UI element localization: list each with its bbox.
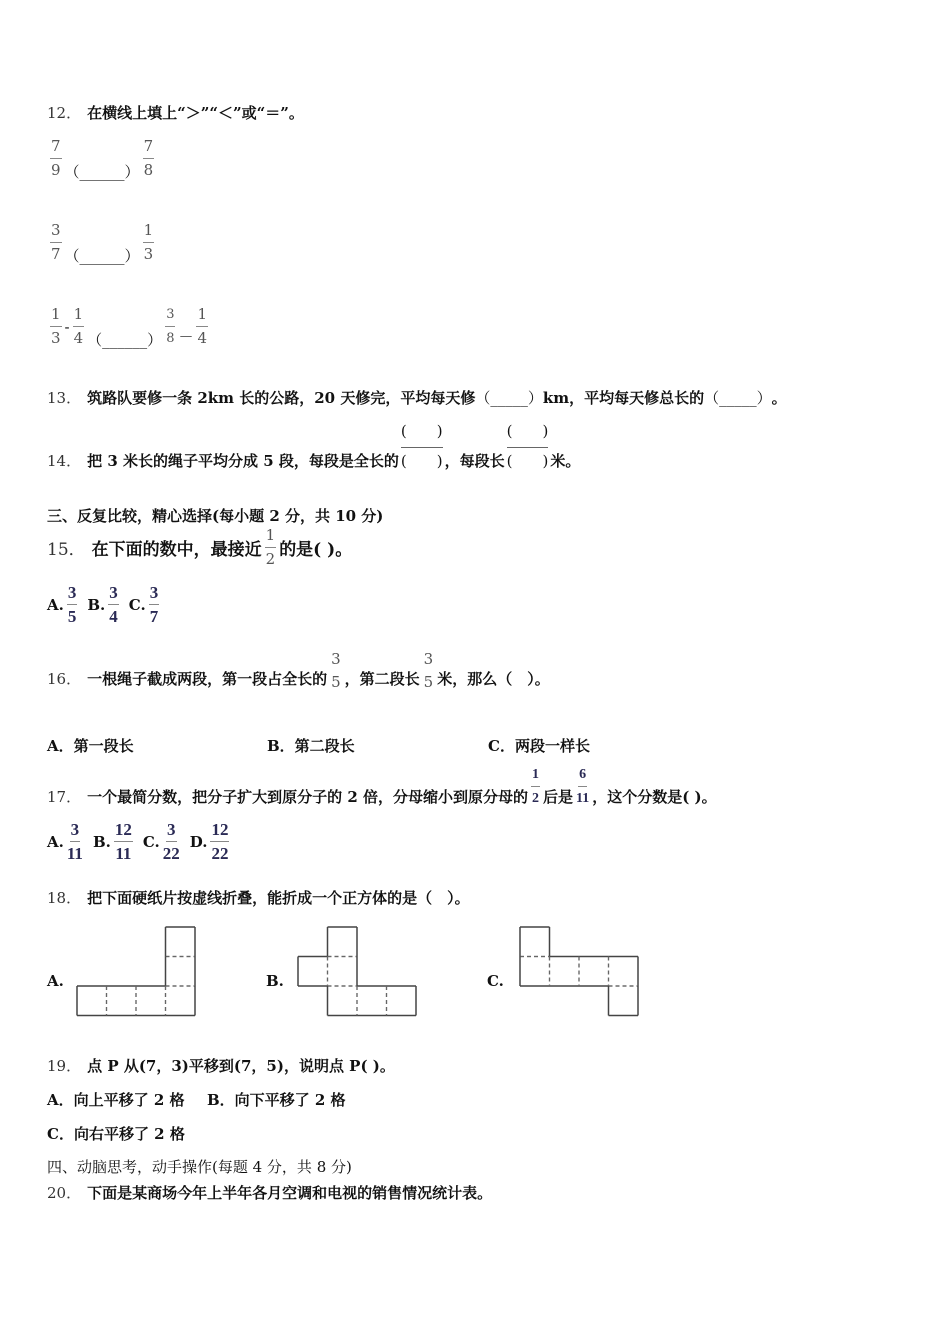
q19-prompt: 19． 点 P 从(7，3)平移到(7，5)，说明点 P( )。 [47,1057,395,1075]
answer-blank[interactable]: （_____） [704,389,772,407]
answer-blank[interactable]: （_____） [475,389,543,407]
fraction: $\frac{7}{8}$ [143,137,154,179]
q12-prompt: 12． 在横线上填上“＞”“＜”或“＝”。 [47,104,304,122]
fraction: $\frac{1}{3}$ [143,221,154,263]
q19-option-b[interactable]: B．向下平移了 2 格 [207,1091,346,1109]
q12-row-2 [47,219,157,266]
option-b[interactable]: $\frac{3}{4}$ [109,583,118,626]
cube-nets-figure [0,900,700,1030]
option-a[interactable]: $\frac{3}{5}$ [67,583,77,626]
net-c[interactable] [520,927,638,1016]
fraction-blank[interactable]: ( ) ( ) [400,422,443,470]
q15-options: A. $\frac{3}{5}$ B. $\frac{3}{4}$ C. $\frac{3}{7}$ [47,583,159,626]
fraction: $\frac{3}{8}$ [166,307,175,346]
q16-option-c[interactable]: C．两段一样长 [488,737,590,755]
q14-prompt: 14． 把 3 米长的绳子平均分成 5 段，每段是全长的 ( ) ( ) ，每段长 ( ) ( ) 米。 [47,422,581,470]
section-4-heading: 四、动脑思考，动手操作(每题 4 分，共 8 分) [47,1158,352,1176]
option-c[interactable]: $\frac{3}{22}$ [162,820,180,863]
q12-row-1 [47,135,157,182]
fraction: $\frac{7}{9}$ [51,137,61,179]
q16-option-b[interactable]: B．第二段长 [267,737,355,755]
fraction: $\frac{1}{4}$ [197,305,208,347]
option-d[interactable]: $\frac{12}{22}$ [211,820,229,863]
q18-option-b-label[interactable]: B. [266,972,284,990]
q20-prompt: 20． 下面是某商场今年上半年各月空调和电视的销售情况统计表。 [47,1184,493,1202]
fraction: $\frac{1}{3}$ [51,305,61,347]
q13-prompt: 13． 筑路队要修一条 2km 长的公路，20 天修完，平均每天修 （_____） km，平均每天修总长的 （_____） 。 [47,389,787,407]
q16-option-a[interactable]: A．第一段长 [47,737,134,755]
q19-option-c[interactable]: C．向右平移了 2 格 [47,1125,185,1143]
section-3-heading: 三、反复比较，精心选择(每小题 2 分，共 10 分) [47,507,384,525]
fraction: $\frac{3}{7}$ [51,221,61,263]
q15-prompt: 15． 在下面的数中，最接近 $\frac{1}{2}$ 的是( )。 [47,526,353,568]
q16-prompt: 16． 一根绳子截成两段，第一段占全长的 3 5 ，第二段长 3 5 米，那么（ ）。 [47,650,550,691]
net-a[interactable] [77,927,195,1016]
net-b[interactable] [298,927,416,1016]
fraction-blank[interactable]: ( ) ( ) [506,422,549,470]
answer-blank[interactable]: （______） [87,331,163,349]
option-c[interactable]: $\frac{3}{7}$ [149,583,159,626]
q19-option-a[interactable]: A．向上平移了 2 格 [47,1091,185,1109]
option-b[interactable]: $\frac{12}{11}$ [114,820,132,863]
q17-options: A. $\frac{3}{11}$ B. $\frac{12}{11}$ C. $\frac{3}{22}$ D. $\frac{12}{22}$ [47,820,229,863]
q18-prompt: 18． 把下面硬纸片按虚线折叠，能折成一个正方体的是（ ）。 [47,889,470,907]
q12-row-3: $\frac{1}{3}$ - $\frac{1}{4}$ （______） $\frac{3}{8}$ － $\frac{1}{4}$ [51,305,208,349]
answer-blank[interactable]: （______） [64,163,140,181]
q18-option-a-label[interactable]: A. [47,972,64,990]
option-a[interactable]: $\frac{3}{11}$ [66,820,83,863]
fraction: $\frac{1}{4}$ [73,305,84,347]
answer-blank[interactable]: （______） [64,247,140,265]
q17-prompt: 17． 一个最简分数，把分子扩大到原分子的 2 倍，分母缩小到原分母的 $\frac{1}{2}$ 后是 $\frac{6}{11}$ ，这个分数是( )。 [47,767,717,806]
q18-option-c-label[interactable]: C. [487,972,504,990]
